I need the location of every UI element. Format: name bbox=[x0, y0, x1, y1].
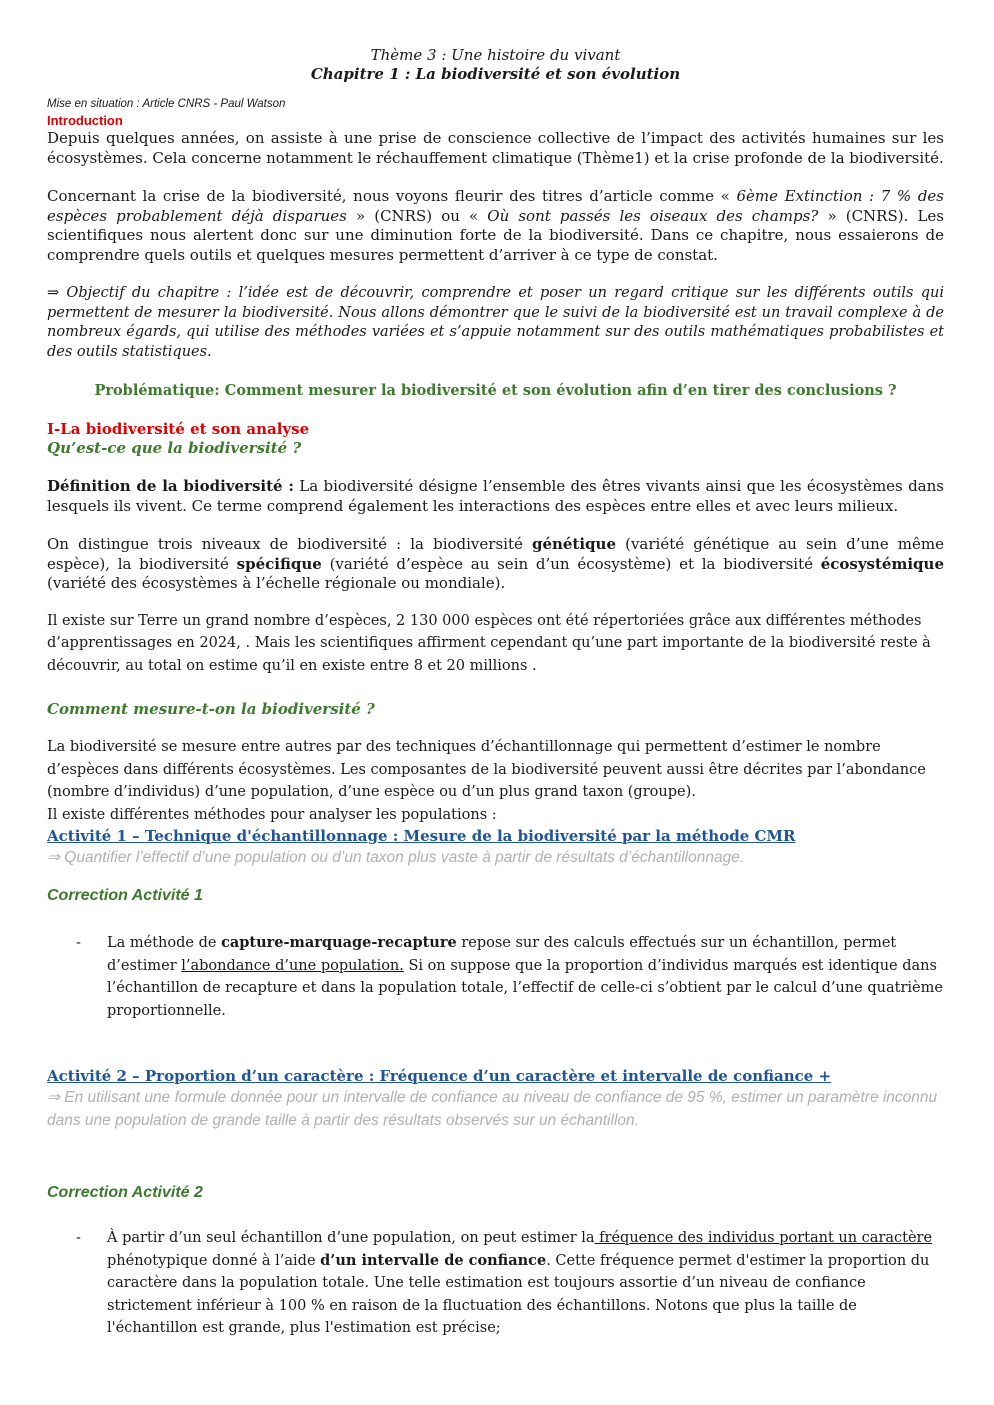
section-1-title: I-La biodiversité et son analyse bbox=[47, 420, 310, 438]
activity-1-subtitle: ⇒ Quantifier l’effectif d’une population ou d’un taxon plus vaste à partir de résultats d’échantillonnage. bbox=[47, 849, 745, 866]
article-title-2: Où sont passés les oiseaux des champs? bbox=[487, 206, 819, 225]
activity-2-subtitle: ⇒ En utilisant une formule donnée pour un intervalle de confiance au niveau de confiance de 95 %, estimer un paramètre inconnu dans une population de grande taille à partir des résultats observés sur un échantillon. bbox=[47, 1089, 938, 1129]
bullet-dash: - bbox=[76, 935, 81, 951]
chapter-objective: ⇒ Objectif du chapitre : l’idée est de découvrir, comprendre et poser un regard critique sur les différents outils qui permettent de mesurer la biodiversité. Nous allons démontrer que le suivi de la biodiversité est un travail complexe à de nombreux égards, qui utilise des méthodes variées et s’appuie notamment sur des outils mathématiques probabilistes et des outils statistiques. bbox=[47, 285, 944, 360]
introduction-heading: Introduction bbox=[47, 113, 123, 128]
article-title-1: 6ème Extinction : 7 % des espèces probablement déjà disparues bbox=[47, 187, 945, 225]
species-paragraph: Il existe sur Terre un grand nombre d’espèces, 2 130 000 espèces ont été répertoriées grâce aux différentes méthodes d’apprentissages en 2024, . Mais les scientifiques affirment cependant qu’une part importante de la biodiversité reste à découvrir, au total on estime qu’il en existe entre 8 et 20 millions . bbox=[47, 612, 931, 674]
intro-paragraph-1: Depuis quelques années, on assiste à une prise de conscience collective de l’impact des activités humaines sur les écosystèmes. Cela concerne notamment le réchauffement climatique (Thème1) et la crise profonde de la biodiversité. bbox=[47, 129, 944, 167]
measure-paragraph: La biodiversité se mesure entre autres par des techniques d’échantillonnage qui permettent d’estimer le nombre d’espèces dans différents écosystèmes. Les composantes de la biodiversité peuvent aussi être décrites par l’abondance (nombre d’individus) d’une population, d’une espèce ou d’un plus grand taxon (groupe). bbox=[47, 739, 926, 800]
activity-2-title[interactable]: Activité 2 – Proportion d’un caractère : Fréquence d’un caractère et intervalle de confiance + bbox=[47, 1067, 832, 1085]
intro-paragraph-2: Concernant la crise de la biodiversité, nous voyons fleurir des titres d’article comme « 6ème Extinction : 7 % des espèces probablement déjà disparues » (CNRS) ou « Où sont passés les oiseaux des champs? » (CNRS). Les scientifiques nous alertent donc sur une diminution forte de la biodiversité. Dans ce chapitre, nous essaierons de comprendre quels outils et quelques mesures permettent d’arriver à ce type de constat. bbox=[47, 187, 945, 264]
activity-1-correction-item: - La méthode de capture-marquage-recapture repose sur des calculs effectués sur un échantillon, permet d’estimer l’abondance d’une population. Si on suppose que la proportion d’individus marqués est identique dans l’échantillon de recapture et dans la population totale, l’effectif de celle-ci s’obtient par le calcul d’une quatrième proportionnelle. bbox=[76, 934, 943, 1019]
chapter-title: Chapitre 1 : La biodiversité et son évolution bbox=[310, 65, 681, 83]
methods-intro: Il existe différentes méthodes pour analyser les populations : bbox=[47, 806, 497, 823]
activity-2-correction-item: - À partir d’un seul échantillon d’une population, on peut estimer la fréquence des individus portant un caractère phénotypique donné à l’aide d’un intervalle de confiance. Cette fréquence permet d'estimer la proportion du caractère dans la population totale. Une telle estimation est toujours assortie d’un niveau de confiance strictement inférieur à 100 % en raison de la fluctuation des échantillons. Notons que plus la taille de l'échantillon est grande, plus l'estimation est précise; bbox=[47, 1227, 944, 1340]
levels-paragraph: On distingue trois niveaux de biodiversité : la biodiversité génétique (variété génétique au sein d’une même espèce), la biodiversité spécifique (variété d’espèce au sein d’un écosystème) et la biodiversité écosystémique (variété des écosystèmes à l’échelle régionale ou mondiale). bbox=[47, 535, 945, 592]
correction-activity-2-title: Correction Activité 2 bbox=[47, 1184, 203, 1201]
theme-title: Thème 3 : Une histoire du vivant bbox=[370, 46, 621, 64]
correction-activity-1-title: Correction Activité 1 bbox=[47, 887, 203, 904]
biodiversity-question: Qu’est-ce que la biodiversité ? bbox=[47, 439, 302, 457]
document-page bbox=[47, 46, 944, 1340]
mise-en-situation: Mise en situation : Article CNRS - Paul Watson bbox=[47, 98, 286, 110]
bullet-dash: - bbox=[76, 1230, 81, 1246]
measure-question: Comment mesure-t-on la biodiversité ? bbox=[47, 700, 375, 718]
definition-label: Définition de la biodiversité : bbox=[47, 477, 294, 495]
definition-paragraph: Définition de la biodiversité : La biodiversité désigne l’ensemble des êtres vivants ainsi que les écosystèmes dans lesquels ils vivent. Ce terme comprend également les interactions des espèces entre elles et avec leurs milieux. bbox=[47, 477, 944, 515]
problematique: Problématique: Comment mesurer la biodiversité et son évolution afin d’en tirer des conclusions ? bbox=[94, 382, 897, 399]
activity-1-title[interactable]: Activité 1 – Technique d'échantillonnage : Mesure de la biodiversité par la méthode CMR bbox=[47, 827, 796, 845]
